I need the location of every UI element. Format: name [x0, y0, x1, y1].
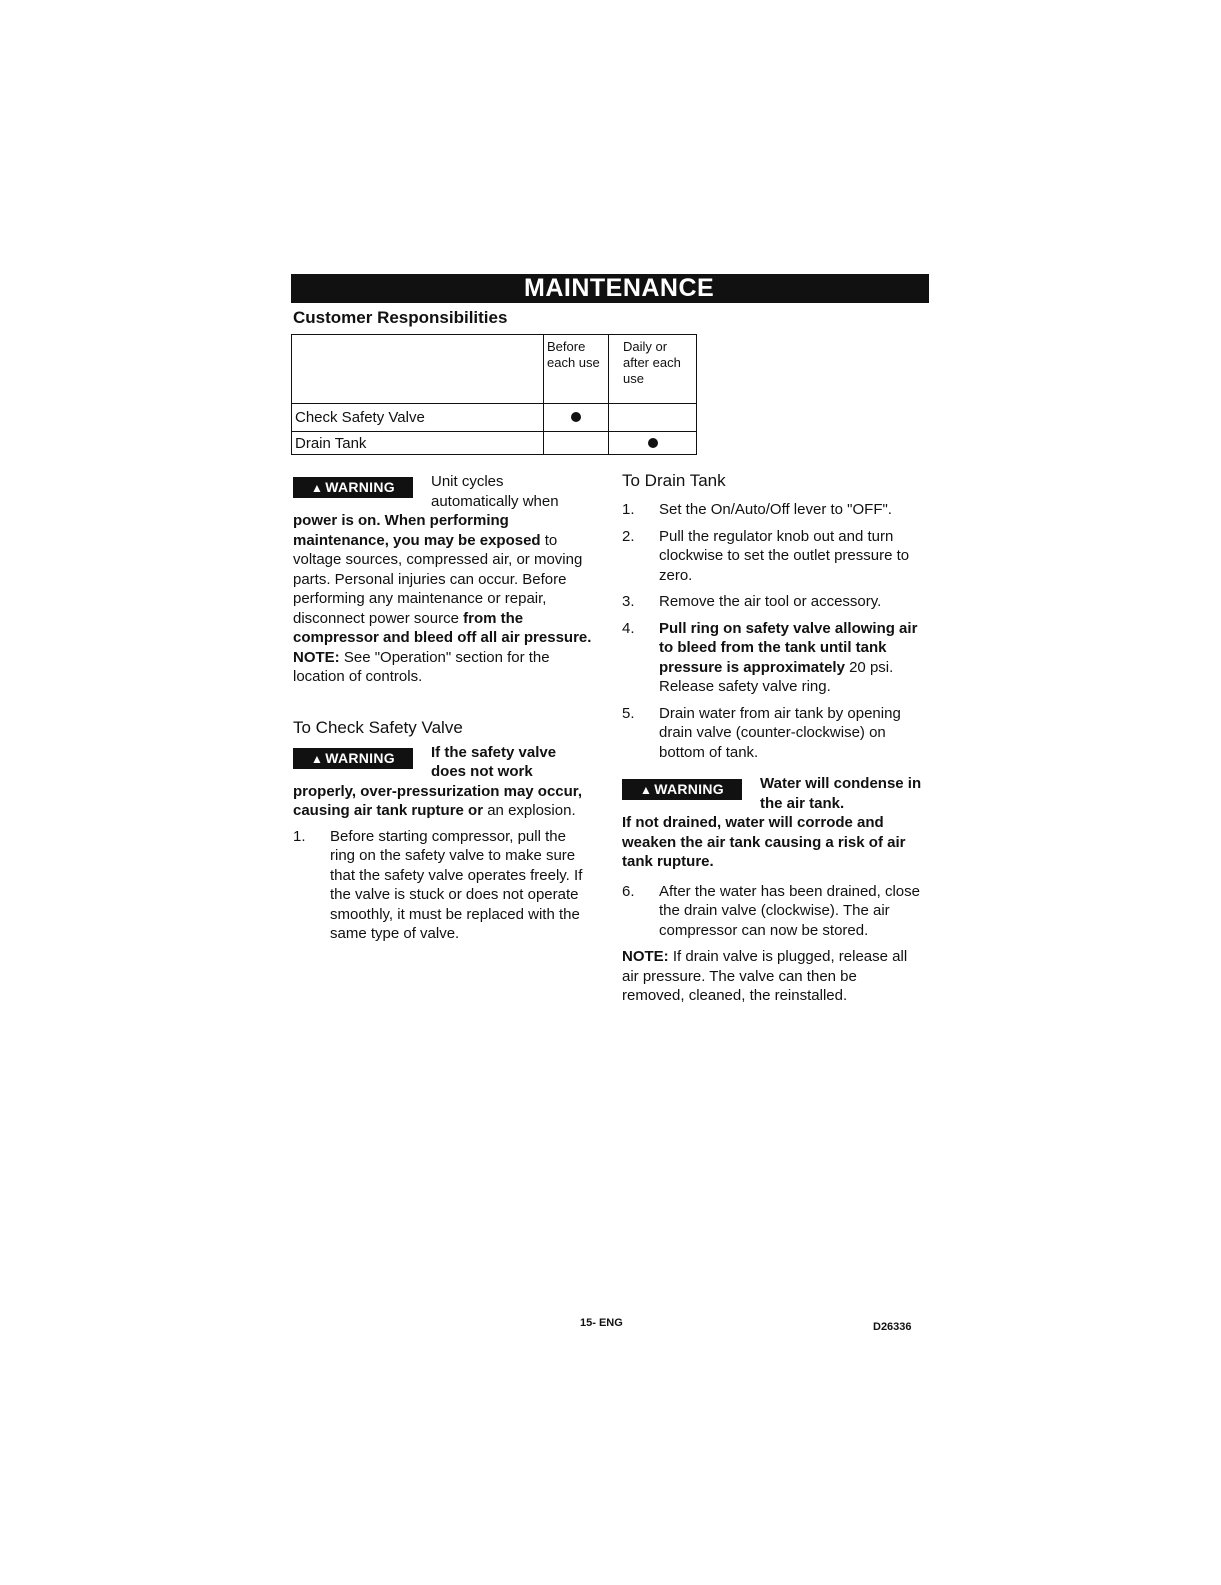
section-title: Customer Responsibilities: [293, 308, 508, 327]
check-safety-valve-before-use-mark: [544, 404, 609, 432]
note-drain-valve: [622, 947, 922, 1006]
left-column: [293, 472, 593, 951]
row-label-drain-tank: Drain Tank: [292, 432, 544, 455]
drain-tank-steps: [622, 500, 922, 762]
warning-bold-text: power is on. When performing maintenance, you may be exposed: [293, 512, 541, 549]
step-number: 1.: [622, 501, 635, 518]
list-item: [622, 704, 922, 763]
note-operation: [293, 648, 593, 687]
drain-tank-final-step: [622, 882, 922, 941]
step-number: 6.: [622, 882, 635, 900]
banner-title: MAINTENANCE: [524, 274, 715, 302]
right-column: [622, 470, 922, 1006]
warning-badge: ▲ WARNING: [622, 779, 742, 800]
note-text: See "Operation" section for the location of controls.: [293, 648, 550, 685]
warning-triangle-icon: ▲: [311, 481, 324, 495]
col-header-before-use: Before each use: [544, 335, 609, 404]
table-header-row: [292, 335, 697, 404]
warning-bold-text: from the compressor and bleed off all air pressure.: [293, 609, 592, 646]
page-number: 15- ENG: [580, 1317, 623, 1329]
bullet-dot-icon: [571, 412, 581, 422]
warning-badge: ▲ WARNING: [293, 477, 413, 498]
check-safety-valve-daily-cell: [609, 404, 697, 432]
note-label: NOTE:: [293, 648, 340, 666]
step-number: 1.: [293, 827, 306, 845]
warning-water-condense: [622, 774, 922, 872]
row-label-check-safety-valve: Check Safety Valve: [292, 404, 544, 432]
step-text: Remove the air tool or accessory.: [659, 593, 882, 610]
step-bold-text: Pull ring on safety valve allowing air to bleed from the tank until tank pressure is approximately: [659, 619, 918, 676]
step-text: After the water has been drained, close the drain valve (clockwise). The air compressor can now be stored.: [659, 882, 920, 939]
note-text: If drain valve is plugged, release all air pressure. The valve can then be removed, cleaned, the reinstalled.: [622, 948, 908, 1004]
warning-body-text: an explosion.: [487, 802, 576, 819]
warning-lead-text: If the safety valve does not work: [431, 743, 557, 780]
list-item: [622, 882, 922, 941]
step-text: Pull the regulator knob out and turn clockwise to set the outlet pressure to zero.: [659, 527, 910, 584]
warning-body-text: to voltage sources, compressed air, or moving parts. Personal injuries can occur. Before performing any maintenance or repair, disconnect power source: [293, 531, 583, 627]
table-corner-cell: [292, 335, 544, 404]
section-banner: [291, 274, 929, 303]
step-number: 4.: [622, 619, 635, 637]
note-label: NOTE:: [622, 948, 669, 965]
drain-tank-heading: To Drain Tank: [622, 471, 726, 490]
warning-unit-cycles: [293, 472, 593, 648]
drain-tank-before-use-cell: [544, 432, 609, 455]
warning-lead-text: Unit cycles automatically when: [431, 473, 559, 510]
warning-lead-text: Water will condense in the air tank.: [760, 775, 922, 812]
list-item: [622, 527, 922, 586]
warning-triangle-icon: ▲: [311, 751, 324, 766]
step-text: Set the On/Auto/Off lever to "OFF".: [659, 501, 892, 518]
table-row: [292, 432, 697, 455]
list-item: [293, 827, 593, 944]
warning-safety-valve: [293, 743, 593, 821]
warning-badge: ▲ WARNING: [293, 748, 413, 769]
warning-triangle-icon: ▲: [640, 783, 653, 797]
warning-bold-text: If not drained, water will corrode and weaken the air tank causing a risk of air tank rupture.: [622, 814, 906, 870]
step-number: 2.: [622, 527, 635, 545]
list-item: [622, 500, 922, 520]
list-item: [622, 592, 922, 612]
step-number: 5.: [622, 704, 635, 722]
document-code: D26336: [873, 1321, 912, 1333]
check-safety-valve-heading: To Check Safety Valve: [293, 717, 463, 737]
warning-bold-text: properly, over-pressurization may occur, causing air tank rupture or: [293, 782, 582, 819]
step-number: 3.: [622, 593, 635, 610]
step-text: 20 psi. Release safety valve ring.: [659, 658, 894, 695]
step-text: Drain water from air tank by opening drain valve (counter-clockwise) on bottom of tank.: [659, 704, 901, 761]
table-row: [292, 404, 697, 432]
drain-tank-daily-mark: [609, 432, 697, 455]
list-item: [622, 619, 922, 697]
check-safety-valve-steps: [293, 827, 593, 944]
step-text: Before starting compressor, pull the ring on the safety valve to make sure that the safety valve operates freely. If the valve is stuck or does not operate smoothly, it must be replaced with the same type of valve.: [330, 827, 583, 942]
col-header-daily: Daily or after each use: [609, 335, 697, 404]
responsibilities-table: [291, 334, 697, 455]
bullet-dot-icon: [648, 438, 658, 448]
